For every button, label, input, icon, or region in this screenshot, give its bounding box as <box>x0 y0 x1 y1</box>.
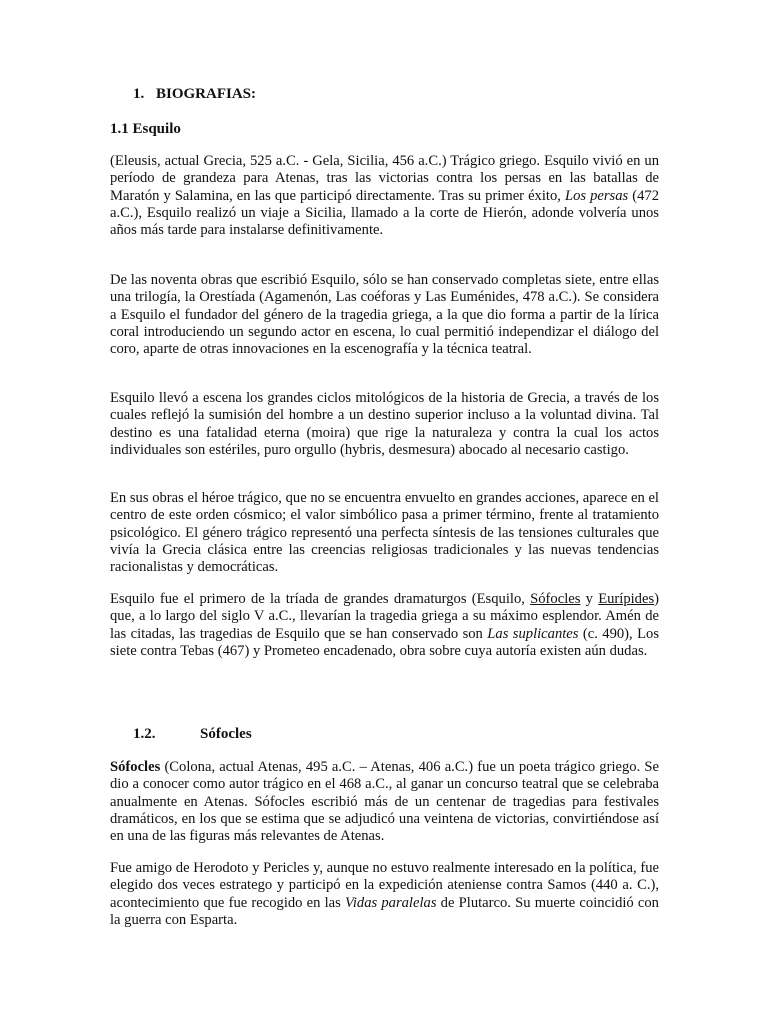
section-title: Sófocles <box>200 726 252 742</box>
paragraph-sofocles-intro <box>110 759 659 845</box>
paragraph-esquilo-intro <box>110 153 659 239</box>
text-run: de Plutarco. Su muerte coincidió con la guerra con Esparta. <box>110 894 659 928</box>
bold-name: Sófocles <box>110 759 161 775</box>
link-sofocles[interactable]: Sófocles <box>530 591 581 607</box>
italic-title: Las suplicantes <box>487 625 579 642</box>
paragraph-esquilo-heroe: En sus obras el héroe trágico, que no se encuentra envuelto en grandes acciones, aparece en el centro de este orden cósmico; el valor simbólico pasa a primer término, frente al tratamiento psicológico. El género trágico representó una perfecta síntesis de las tensiones culturales que vivía la Grecia clásica entre las creencias religiosas tradicionales y las nuevas tendencias racionalistas y democráticas. <box>110 490 659 576</box>
text-run: ) que, a lo largo del siglo V a.C., llevarían la tragedia griega a su máximo esplendor. Amén de las citadas, las tragedias de Esquilo que se han conservado son <box>110 591 660 642</box>
paragraph-esquilo-ciclos: Esquilo llevó a escena los grandes ciclos mitológicos de la historia de Grecia, a través de los cuales reflejó la sumisión del hombre a un destino superior incluso a la voluntad divina. Tal destino es una fatalidad eterna (moira) que rige la naturaleza y contra la cual los actos individuales son estériles, puro orgullo (hybris, desmesura) abocado al necesario castigo. <box>110 390 659 458</box>
section-number: 1.2. <box>133 726 156 742</box>
paragraph-esquilo-triada <box>110 591 659 660</box>
text-run: Fue amigo de Herodoto y Pericles y, aunque no estuvo realmente interesado en la política, fue elegido dos veces estratego y participó en la expedición ateniense contra Samos (440 a. C.), acontecimiento que fue recogido en las <box>110 860 659 911</box>
heading-biografias <box>133 86 256 103</box>
section-title-esquilo: 1.1 Esquilo <box>110 121 181 137</box>
text-run: (Eleusis, actual Grecia, 525 a.C. - Gela, Sicilia, 456 a.C.) Trágico griego. Esquilo vivió en un período de grandeza para Atenas, tras las victorias contra los persas en las batallas de Maratón y Salamina, en las que participó directamente. Tras su primer éxito, <box>110 153 659 204</box>
paragraph-esquilo-obras: De las noventa obras que escribió Esquilo, sólo se han conservado completas siete, entre ellas una trilogía, la Orestíada (Agamenón, Las coéforas y Las Euménides, 478 a.C.). Se considera a Esquilo el fundador del género de la tragedia griega, a la que dio forma a partir de la lírica coral introduciendo un segundo actor en escena, lo cual permitió independizar el diálogo del coro, aparte de otras innovaciones en la escenografía y la técnica teatral. <box>110 272 659 358</box>
link-euripides[interactable]: Eurípides <box>598 591 655 607</box>
text-run: (472 a.C.), Esquilo realizó un viaje a Sicilia, llamado a la corte de Hierón, adonde volvería unos años más tarde para instalarse definitivamente. <box>110 187 659 239</box>
paragraph-sofocles-politica <box>110 860 659 929</box>
heading-title: BIOGRAFIAS: <box>156 86 257 102</box>
text-run: y <box>580 591 599 607</box>
heading-number: 1. <box>133 86 145 102</box>
italic-title: Vidas paralelas <box>345 894 437 911</box>
text-run: (Colona, actual Atenas, 495 a.C. – Atenas, 406 a.C.) fue un poeta trágico griego. Se dio a conocer como autor trágico en el 468 a.C., al ganar un concurso teatral que se celebraba anualmente en Atenas. Sófocles escribió más de un centenar de tragedias para festivales dramáticos, en los que se estima que se adjudicó una veintena de victorias, convirtiéndose así en una de las figuras más relevantes de Atenas. <box>110 759 659 845</box>
italic-title: Los persas <box>564 187 629 204</box>
section-title-sofocles <box>133 726 252 743</box>
text-run: Esquilo fue el primero de la tríada de grandes dramaturgos (Esquilo, <box>110 591 531 607</box>
text-run: (c. 490), Los siete contra Tebas (467) y Prometeo encadenado, obra sobre cuya autoría existen aún dudas. <box>110 625 660 659</box>
